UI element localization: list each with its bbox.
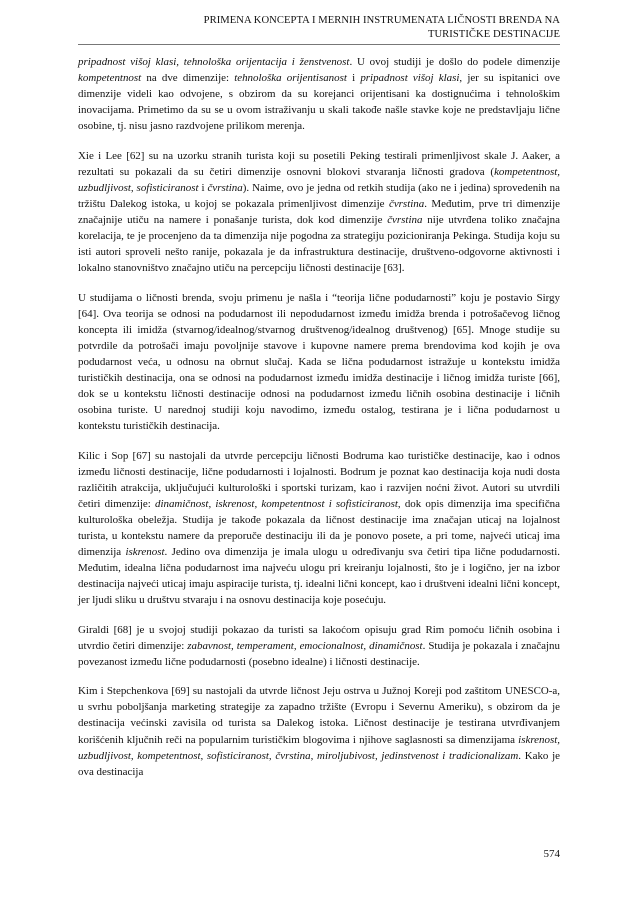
running-header-line-2: TURISTIČKE DESTINACIJE [427, 29, 560, 40]
header-divider [78, 44, 560, 45]
italic-text-run: zabavnost, temperament, emocionalnost, dinamičnost [187, 639, 423, 652]
paragraph [78, 148, 560, 277]
paragraph [78, 290, 560, 435]
italic-text-run: iskrenost [125, 546, 165, 559]
italic-text-run: kompetentnost, uzbudljivost, sofisticiranost [78, 165, 560, 194]
text-run: , jer su ispitanici ove dimenzije videli kao odvojene, s obzirom da su korejanci orijentisani ka dostignućima i tehnološkim inovacijama. Primetimo da su se u ovom istraživanju u skali takođe našle stavke koje ne predstavljaju lične osobine, tj. nisu jasno razdvojene prilikom merenja. [78, 72, 561, 133]
body-text [78, 54, 560, 793]
text-run: i [198, 181, 208, 194]
text-run: nije utvrđena toliko značajna korelacija, te je procenjeno da ta dimenzija nije pogodna za strategiju pozicioniranja Pekinga. Studija koju su isti autori sproveli nešto ranije, pokazala je da infrastruktura destinacije, društveno-odgovorne aktivnosti i lokalno stanovništvo značajno utiču na percepciju ličnosti destinacije [63]. [78, 214, 560, 275]
running-header-line-1: PRIMENA KONCEPTA I MERNIH INSTRUMENATA LIČNOSTI BRENDA NA [203, 15, 560, 26]
paragraph [78, 683, 560, 780]
italic-text-run: čvrstina [387, 214, 423, 227]
paragraph [78, 448, 560, 609]
italic-text-run: iskrenost, uzbudljivost, kompetentnost, sofisticiranost, čvrstina, miroljubivost, jedinstvenost i tradicionalizam [78, 733, 560, 762]
text-run: Giraldi [68] je u svojoj studiji pokazao da turisti sa lakoćom opisuju grad Rim pomoću ličnih osobina i utvrdio četiri dimenzije: [78, 623, 560, 652]
italic-text-run: pripadnost višoj klasi, tehnološka orijentacija i ženstvenost [78, 56, 350, 68]
text-run: na dve dimenzije: [141, 72, 235, 85]
text-run: ). Naime, ovo je jedna od retkih studija (ako ne i jedina) sprovedenih na tržištu Dalekog istoka, u kojoj se pokazala primenljivost dimenzije [78, 181, 560, 210]
text-run: Kim i Stepchenkova [69] su nastojali da utvrde ličnost Jeju ostrva u Južnoj Koreji pod zaštitom UNESCO-a, u svrhu poboljšanja marketing strategije za zapadno tržište (Evropu i Severnu Ameriku), s obzirom da je destinacija većinski zavisila od turista sa Dalekog istoka. Ličnost destinacije je testirana utvrđivanjem korišćenih ključnih reči na popularnim turističkim blogovima i njihove saglasnosti sa dimenzijama [78, 685, 560, 746]
text-run: . Kako je ova destinacija [78, 749, 560, 778]
italic-text-run: tehnološka orijentisanost [234, 72, 347, 85]
text-run: U studijama o ličnosti brenda, svoju primenu je našla i “teorija lične podudarnosti” koju je postavio Sirgy [64]. Ova teorija se odnosi na podudarnost ili nepodudarnost između imidža brenda i potrošačevog ličnog koncepta ili imidža (stvarnog/idealnog/stvarnog društvenog/idealnog društvenog) [65]. Mnoge studije su potvrdile da potrošači imaju povoljnije stavove i kupovne namere prema brendovima kod kojih je ova podudarnost veća, u odnosu na obrnut slučaj. Kada se lična podudarnost istražuje u kontekstu imidža turističkih destinacija, ona se odnosi na podudarnost između imidža destinacije i ličnog imidža turiste [66], dok se u kontekstu ličnosti destinacije odnosi na podudarnost između ličnih osobina destinacije i ličnih osobina turiste. U narednoj studiji koju navodimo, između ostalog, testirana je i lična podudarnost u kontekstu turističkih destinacija. [78, 291, 560, 433]
paragraph [78, 54, 560, 134]
text-run: Xie i Lee [62] su na uzorku stranih turista koji su posetili Peking testirali primenljivost skale J. Aaker, a rezultati su pokazali da su četiri dimenzije osnovni blokovi stvaranja ličnosti gradova ( [78, 149, 560, 178]
italic-text-run: dinamičnost, iskrenost, kompetentnost i sofisticiranost [154, 497, 398, 510]
running-header [120, 14, 560, 42]
text-run: . Studija je pokazala i značajnu povezanost između lične podudarnosti (posebno idealne) i ličnosti destinacije. [78, 639, 560, 668]
paragraph [78, 622, 560, 670]
text-run: . Međutim, prve tri dimenzije značajnije utiču na namere i ponašanje turista, dok kod dimenzije [78, 197, 560, 227]
text-run: Kilic i Sop [67] su nastojali da utvrde percepciju ličnosti Bodruma kao turističke destinacije, kao i odnos između ličnosti destinacije, lične podudarnosti i lojalnosti. Bodrum je poznat kao destinacija koja nudi dosta različitih atrakcija, uključujući kulturološki i sportski turizam, kao i razvijen noćni život. Autori su utvrdili četiri dimenzije: [78, 449, 560, 510]
italic-text-run: čvrstina [207, 181, 243, 194]
text-run: . Jedino ova dimenzija je imala ulogu u određivanju sva četiri tipa lične podudarnosti. Međutim, idealna lična podudarnost ima najveću ulogu pri kreiranju lojalnosti, što je i logično, jer na izbor destinacija najveći uticaj imaju aspiracije turista, tj. idealni lični koncept, kao i društveni idealni lični koncept, jer ljudi sliku u društvu stvaraju i na osnovu destinacija koje posećuju. [78, 546, 561, 607]
italic-text-run: kompetentnost [78, 72, 142, 85]
page-number: 574 [543, 848, 560, 860]
text-run: , dok opis dimenzija ima specifična kulturološka obeležja. Studija je takođe pokazala da ličnost destinacije ima značajan uticaj na lojalnost turista, u kontekstu namere da preporuče destinaciju ili da je ponovo posete, a pri tome, najveći uticaj ima dimenzija [78, 497, 560, 559]
text-run: . U ovoj studiji je došlo do podele dimenzije [349, 56, 560, 68]
italic-text-run: čvrstina [388, 197, 425, 210]
text-run: i [346, 72, 361, 85]
italic-text-run: pripadnost višoj klasi [360, 72, 460, 85]
